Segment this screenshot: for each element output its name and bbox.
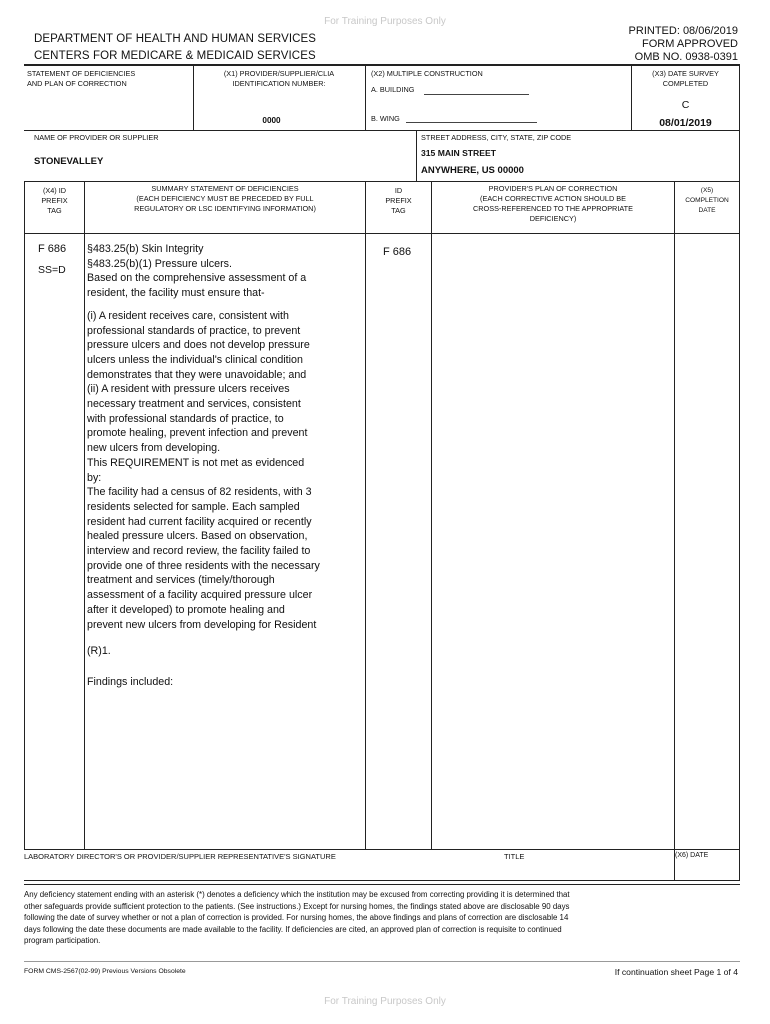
column-header-bottom [24,233,740,234]
top-box-border [24,64,740,66]
building-label: A. BUILDING [371,85,415,94]
signature-date-label: (X6) DATE [675,852,709,859]
omb-number: OMB NO. 0938-0391 [634,51,738,63]
top-box-divider [24,130,740,131]
watermark-top: For Training Purposes Only [324,16,446,27]
x3-label-line-2: COMPLETED [662,79,709,88]
x4-header [25,186,84,216]
id-header-line-1: ID [394,186,403,195]
wing-label: B. WING [371,114,400,123]
summary-header-line-3: REGULATORY OR LSC IDENTIFYING INFORMATION) [134,204,316,213]
left-border [24,181,25,850]
divider-id [431,181,432,850]
x1-label [194,69,364,89]
x5-header [675,186,739,216]
statement-label-line-2: AND PLAN OF CORRECTION [27,79,127,88]
survey-type-code: C [681,99,690,111]
x5-header-line-2: COMPLETION [685,197,729,204]
survey-completed-date: 08/01/2019 [659,117,712,129]
deficiency-paragraph-4: Findings included: [87,675,174,688]
provider-name-label: NAME OF PROVIDER OR SUPPLIER [34,133,159,142]
title-label: TITLE [504,852,525,861]
address-label: STREET ADDRESS, CITY, STATE, ZIP CODE [421,133,572,142]
scope-severity: SS=D [38,264,66,276]
x2-label: (X2) MULTIPLE CONSTRUCTION [371,69,483,78]
plan-header-line-2: (EACH CORRECTIVE ACTION SHOULD BE [480,194,626,203]
statement-label [27,69,135,89]
street-address: 315 MAIN STREET [421,148,496,158]
agency-line-2: CENTERS FOR MEDICARE & MEDICAID SERVICES [34,50,316,62]
divider-summary [365,181,366,850]
x4-header-line-3: TAG [47,206,62,215]
summary-header-line-1: SUMMARY STATEMENT OF DEFICIENCIES [151,184,299,193]
x4-header-line-2: PREFIX [41,196,68,205]
printed-date: PRINTED: 08/06/2019 [628,25,738,37]
provider-id-number: 0000 [262,116,281,125]
right-border [739,65,740,880]
id-header [366,186,431,216]
plan-header-line-1: PROVIDER'S PLAN OF CORRECTION [488,184,618,193]
city-state-zip: ANYWHERE, US 00000 [421,165,524,176]
signature-double-line [24,884,740,885]
provider-bottom-line [24,181,740,182]
wing-blank [406,122,537,123]
provider-name: STONEVALLEY [34,156,104,167]
disclaimer-text: Any deficiency statement ending with an asterisk (*) denotes a deficiency which the institution may be excused from correcting providing it is determined that other safeguards provide sufficient protection to the patients. (See instructions.) Except for nursing homes, the findings stated above are disclosable 90 days following the date of survey whether or not a plan of correction is provided. For nursing homes, the above findings and plans of correction are disclosable 14 days following the date these documents are made available to the facility. If deficiencies are cited, an approved plan of correction is requisite to continued program participation. [24,890,570,946]
signature-top-line [24,849,740,850]
agency-header [34,32,316,64]
form-identifier: FORM CMS-2567(02-99) Previous Versions Obsolete [24,968,186,975]
x5-header-line-3: DATE [698,207,716,214]
plan-header [432,184,674,224]
provider-divider [416,130,417,182]
x3-label-line-1: (X3) DATE SURVEY [652,69,719,78]
col-divider-x2 [365,65,366,130]
watermark-bottom: For Training Purposes Only [324,996,446,1007]
plan-header-line-3: CROSS-REFERENCED TO THE APPROPRIATE [472,204,634,213]
x5-header-line-1: (X5) [700,187,714,194]
form-approved: FORM APPROVED [642,38,738,50]
signature-bottom-line [24,880,740,881]
form-status-header [629,25,738,64]
footer-line [24,961,740,962]
plan-tag: F 686 [383,246,412,258]
x3-label [632,69,739,89]
continuation-page: If continuation sheet Page 1 of 4 [614,967,738,977]
signature-label: LABORATORY DIRECTOR'S OR PROVIDER/SUPPLIER REPRESENTATIVE'S SIGNATURE [24,852,336,861]
deficiency-tag: F 686 [38,243,67,255]
agency-line-1: DEPARTMENT OF HEALTH AND HUMAN SERVICES [34,33,317,45]
x1-label-line-1: (X1) PROVIDER/SUPPLIER/CLIA [223,69,335,78]
summary-header [85,184,365,214]
statement-label-line-1: STATEMENT OF DEFICIENCIES [27,69,136,78]
deficiency-paragraph-3: (R)1. [87,645,111,658]
id-header-line-2: PREFIX [385,196,412,205]
summary-header-line-2: (EACH DEFICIENCY MUST BE PRECEDED BY FULL [136,194,314,203]
deficiency-paragraph-2: (i) A resident receives care, consistent with professional standards of practice, to prevent pressure ulcers and does not develop pressure ulcers unless the individual's clinical condition demonstrates that they were unavoidable; and (ii) A resident with pressure ulcers receives necessary treatment and services, consistent with professional standards of practice, to promote healing, prevent infection and prevent new ulcers from developing. This REQUIREMENT is not met as evidenced by: The facility had a census of 82 residents, with 3 residents selected for sample. Each sampled resident had current facility acquired or recently healed pressure ulcers. Based on observation, interview and record review, the facility failed to provide one of three residents with the necessary treatment and services (timely/thorough assessment of a facility acquired pressure ulcer after it developed) to promote healing and prevent new ulcers from developing for Resident [87,309,320,631]
deficiency-text [87,242,362,690]
deficiency-paragraph-1: §483.25(b) Skin Integrity §483.25(b)(1) Pressure ulcers. Based on the comprehensive assessment of a resident, the facility must ensure that- [87,243,307,300]
x1-label-line-2: IDENTIFICATION NUMBER: [232,79,326,88]
plan-header-line-4: DEFICIENCY) [529,214,577,223]
x4-header-line-1: (X4) ID [42,186,67,195]
building-blank [424,94,529,95]
id-header-line-3: TAG [391,206,406,215]
divider-x4 [84,181,85,850]
divider-plan [674,181,675,880]
